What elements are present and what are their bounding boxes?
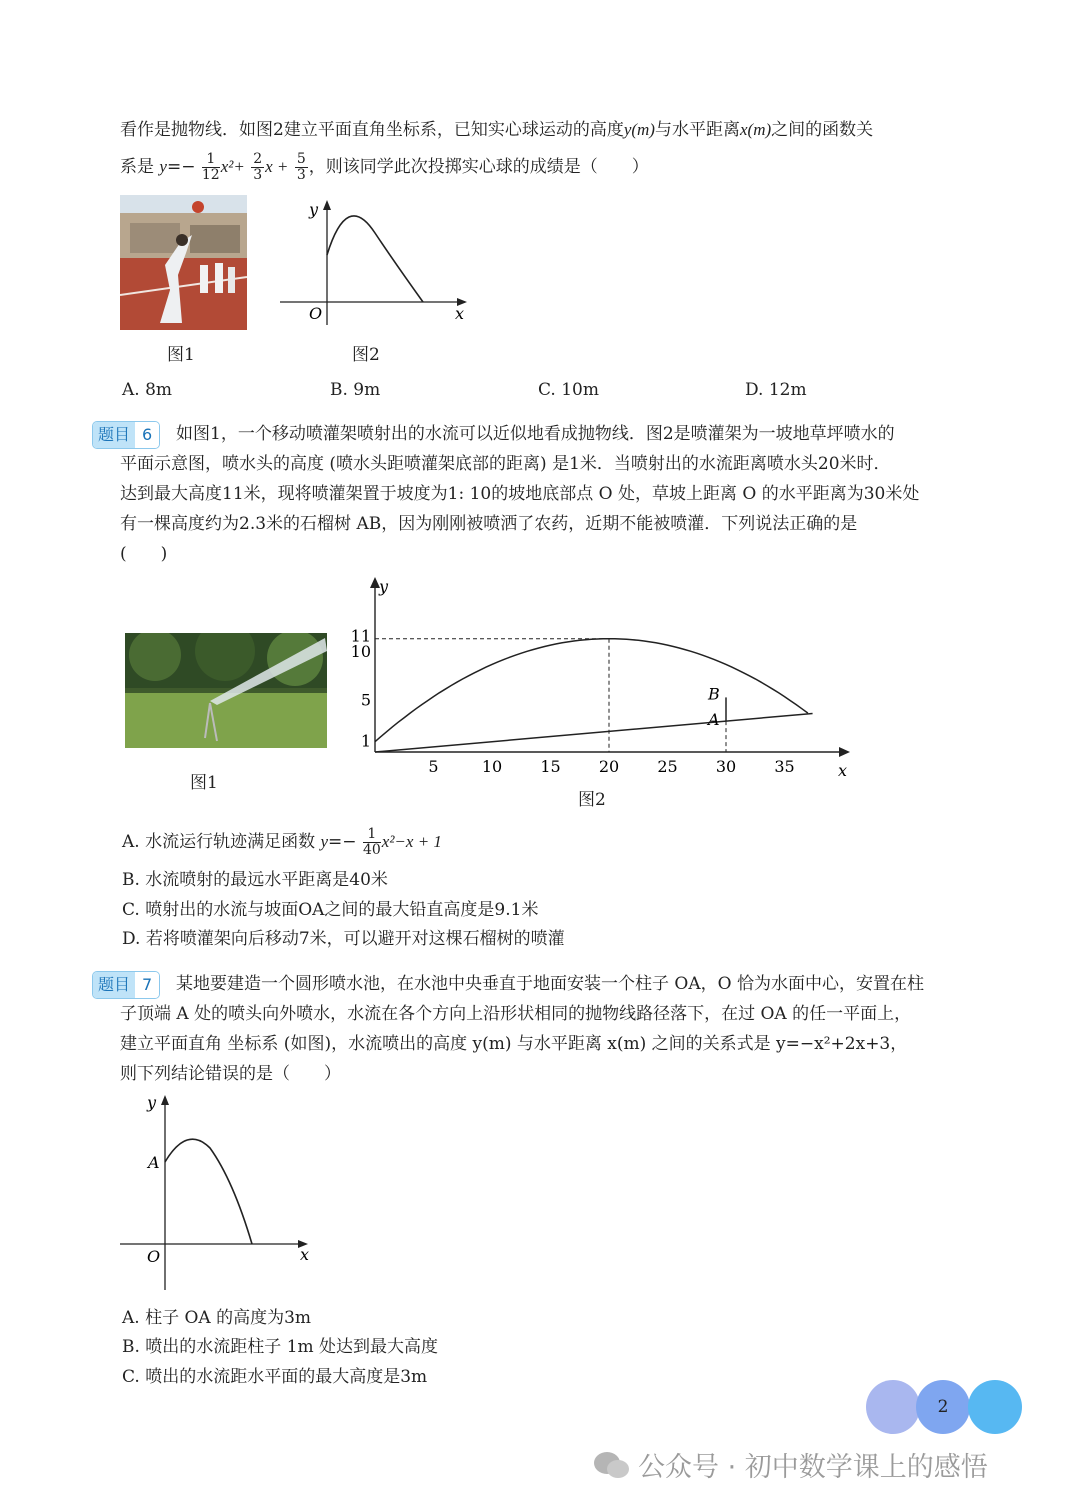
page-number-badge [866,1380,1026,1435]
y-tick-label: 11 [350,626,371,646]
x-axis-arrow-icon [839,747,850,757]
x-tick-label: 35 [774,757,795,776]
fraction-1-12: $\frac{1}{12}$ [201,151,220,183]
y-axis-arrow-icon [323,200,331,210]
q7-question-tag [92,971,160,999]
x-tick-label: 30 [715,757,737,776]
q6-question-tag [92,421,160,449]
q7-parabola-graph [115,1090,320,1295]
q7-text-line4: 则下列结论错误的是（ ） [120,1064,341,1084]
y-axis-label: y [147,1093,157,1112]
q5-option-a: A. 8m [122,380,173,400]
page-circle-left [866,1380,920,1434]
origin-label: O [147,1247,161,1266]
q5-option-b: B. 9m [330,380,381,400]
q5-fig2-caption: 图2 [352,345,380,365]
q6-photo-sprinkler [125,633,327,748]
q6-text-line3: 达到最大高度11米，现将喷灌架置于坡度为1: 10的坡地底部点 O 处，草坡上距离 O 的水平距离为30米处 [120,484,920,504]
x-tick-label: 20 [598,757,620,776]
q7-option-c: C. 喷出的水流距水平面的最大高度是3m [122,1367,428,1387]
point-a-label: A [708,710,720,730]
q6-option-d: D. 若将喷灌架向后移动7米，可以避开对这棵石榴树的喷灌 [122,929,565,949]
q6-fig1-caption: 图1 [190,773,218,793]
parabola-series [375,639,808,742]
q6-option-b: B. 水流喷射的最远水平距离是40米 [122,870,388,890]
point-b-label: B [708,684,720,704]
x-axis-label: x [300,1245,310,1264]
q7-option-a: A. 柱子 OA 的高度为3m [122,1308,312,1328]
fraction-1-40: $\frac{1}{40}$ [362,826,381,858]
y-tick-label: 10 [350,642,371,661]
x-tick-label: 25 [657,757,678,776]
q5-option-c: C. 10m [538,380,599,400]
point-a-label: A [148,1153,160,1172]
watermark-text: 公众号 · 初中数学课上的感悟 [638,1452,988,1483]
q7-text-line2: 子顶端 A 处的喷头向外喷水，水流在各个方向上沿形状相同的抛物线路径落下，在过 OA 的任一平面上， [120,1004,912,1024]
q7-option-b: B. 喷出的水流距柱子 1m 处达到最大高度 [122,1337,439,1357]
q6-text-line1: 如图1，一个移动喷灌架喷射出的水流可以近似地看成抛物线．图2是喷灌架为一坡地草坪喷水的 [176,424,895,444]
x-tick-label: 15 [540,757,561,776]
slope-line-series [375,713,813,752]
q5-photo-shot-put [120,195,247,330]
q6-text-line2: 平面示意图，喷水头的高度 (喷水头距喷灌架底部的距离) 是1米．当喷射出的水流距离喷水头20米时． [120,454,891,474]
origin-label: O [309,304,323,323]
q7-text-line1: 某地要建造一个圆形喷水池，在水池中央垂直于地面安装一个柱子 OA，O 恰为水面中心，安置在柱 [176,974,924,994]
question-tag-number: 7 [135,972,159,998]
x-tick-label: 10 [481,757,503,776]
fraction-5-3: $\frac{5}{3}$ [296,151,306,183]
q5-parabola-graph [275,195,475,330]
x-tick-label: 5 [428,757,439,776]
question-tag-number: 6 [135,422,159,448]
x-axis-label: x [838,761,848,780]
q5-text-line2: 系是 y=− $\frac{1}{12}$ x²+ $\frac{2}{3}$ x + $\frac{5}{3}$ ，则该同学此次投掷实心球的成绩是（ ） [120,151,649,183]
page-number: 2 [916,1380,970,1434]
q6-fig2-caption: 图2 [578,790,606,810]
q7-text-line3: 建立平面直角 坐标系 (如图)，水流喷出的高度 y(m) 与水平距离 x(m) 之间的关系式是 y=−x²+2x+3， [120,1034,908,1054]
question-tag-label: 题目 [93,972,135,998]
q6-sprinkler-chart [340,572,860,787]
q6-option-c: C. 喷射出的水流与坡面OA之间的最大铅直高度是9.1米 [122,900,539,920]
y-axis-label: y [379,577,389,596]
q5-text-line1: 看作是抛物线．如图2建立平面直角坐标系，已知实心球运动的高度y(m)与水平距离x(m)之间的函数关 [120,120,874,140]
wechat-icon [592,1449,630,1481]
y-axis-arrow-icon [161,1095,169,1105]
parabola-curve [165,1139,252,1244]
q6-text-line4: 有一棵高度约为2.3米的石榴树 AB，因为刚刚被喷洒了农药，近期不能被喷灌．下列说法正确的是 [120,514,858,534]
y-axis-label: y [309,200,319,219]
q6-text-line5: ( ) [120,544,168,564]
y-tick-label: 5 [360,690,371,710]
x-axis-label: x [455,304,465,323]
question-tag-label: 题目 [93,422,135,448]
q6-option-a: A. 水流运行轨迹满足函数 y=− $\frac{1}{40}$ x²−x + 1 [122,826,442,858]
page-circle-right [968,1380,1022,1434]
q5-option-d: D. 12m [745,380,807,400]
q5-fig1-caption: 图1 [167,345,195,365]
fraction-2-3: $\frac{2}{3}$ [253,151,263,183]
y-tick-label: 1 [360,731,371,751]
watermark [592,1445,988,1484]
parabola-curve [327,216,423,302]
